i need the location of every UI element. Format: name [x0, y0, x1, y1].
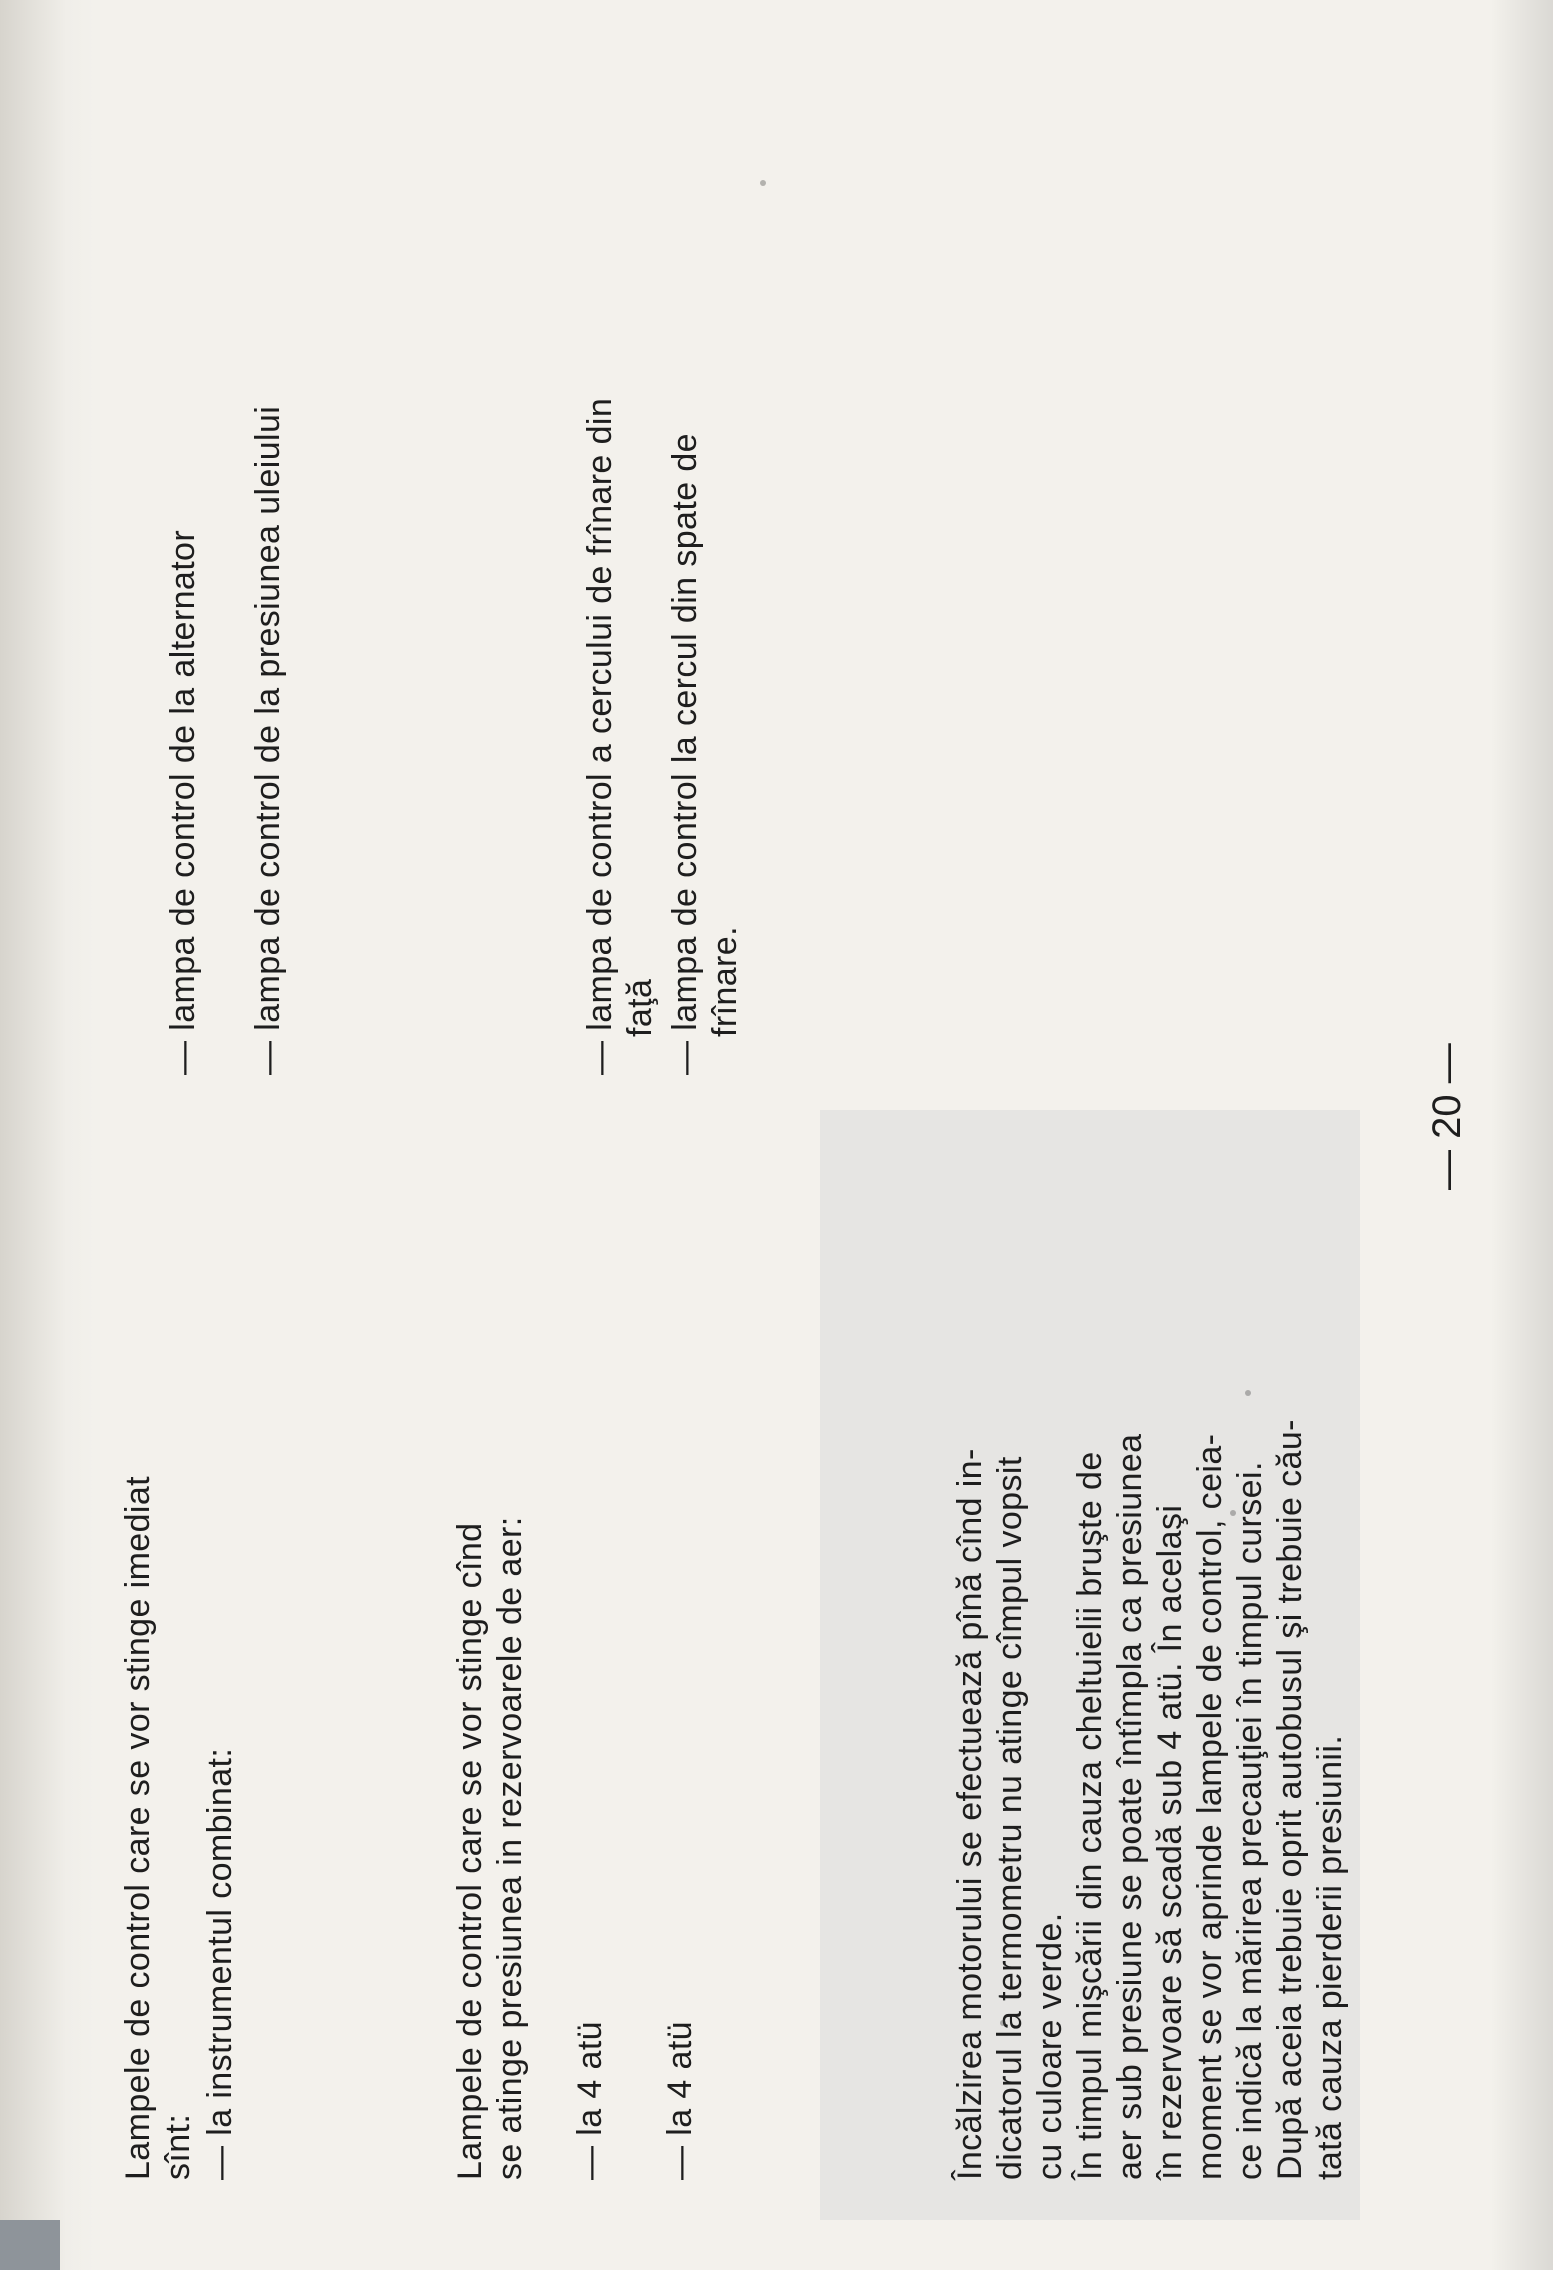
paragraph-line: ce indică la mărirea precauţiei în timpul cursei. [1231, 1461, 1269, 2180]
paragraph-line: tată cauza pierderii presiunii. [1311, 1734, 1349, 2180]
paper-speck [760, 180, 766, 186]
scan-corner-mark [0, 2220, 60, 2270]
paper-speck [1230, 1510, 1236, 1516]
paragraph-line: sînt: [159, 2113, 197, 2180]
left-column [0, 1180, 1553, 2180]
paragraph-line: aer sub presiune se poate întîmpla ca presiunea [1111, 1433, 1149, 2180]
paper-speck [1245, 1390, 1251, 1396]
list-item: — lampa de control la cercul din spate de [666, 433, 704, 1075]
paragraph-line: Încălzirea motorului se efectuează pînă cînd in- [951, 1448, 989, 2180]
list-item: — la instrumentul combinat: [201, 1747, 239, 2180]
right-column [0, 65, 1553, 1075]
list-item: — la 4 atü [661, 2021, 699, 2180]
paragraph-line: După aceia trebuie oprit autobusul şi trebuie cău- [1271, 1419, 1309, 2180]
paragraph-line: în rezervoare să scadă sub 4 atü. În acelaşi [1151, 1504, 1189, 2180]
list-item-continuation: faţă [621, 978, 659, 1037]
paragraph-line: dicatorul la termometru nu atinge cîmpul vopsit [991, 1456, 1029, 2180]
paragraph-line: se atinge presiunea in rezervoarele de aer: [491, 1516, 529, 2180]
list-item-continuation: frînare. [706, 926, 744, 1037]
paragraph-line: Lampele de control care se vor stinge cînd [451, 1522, 489, 2180]
paragraph-line: cu culoare verde. [1031, 1912, 1069, 2180]
page-number: — 20 — [1425, 1043, 1469, 1190]
list-item: — la 4 atü [571, 2021, 609, 2180]
list-item: — lampa de control de la alternator [164, 529, 202, 1075]
list-item: — lampa de control de la presiunea uleiului [249, 405, 287, 1075]
paragraph-line: În timpul mişcării din cauza cheltuielii bruşte de [1071, 1451, 1109, 2180]
paragraph-line: Lampele de control care se vor stinge imediat [119, 1475, 157, 2180]
paper-speck [1000, 2020, 1006, 2026]
paragraph-line: moment se vor aprinde lampele de control, ceia- [1191, 1433, 1229, 2180]
list-item: — lampa de control a cercului de frînare din [581, 397, 619, 1075]
